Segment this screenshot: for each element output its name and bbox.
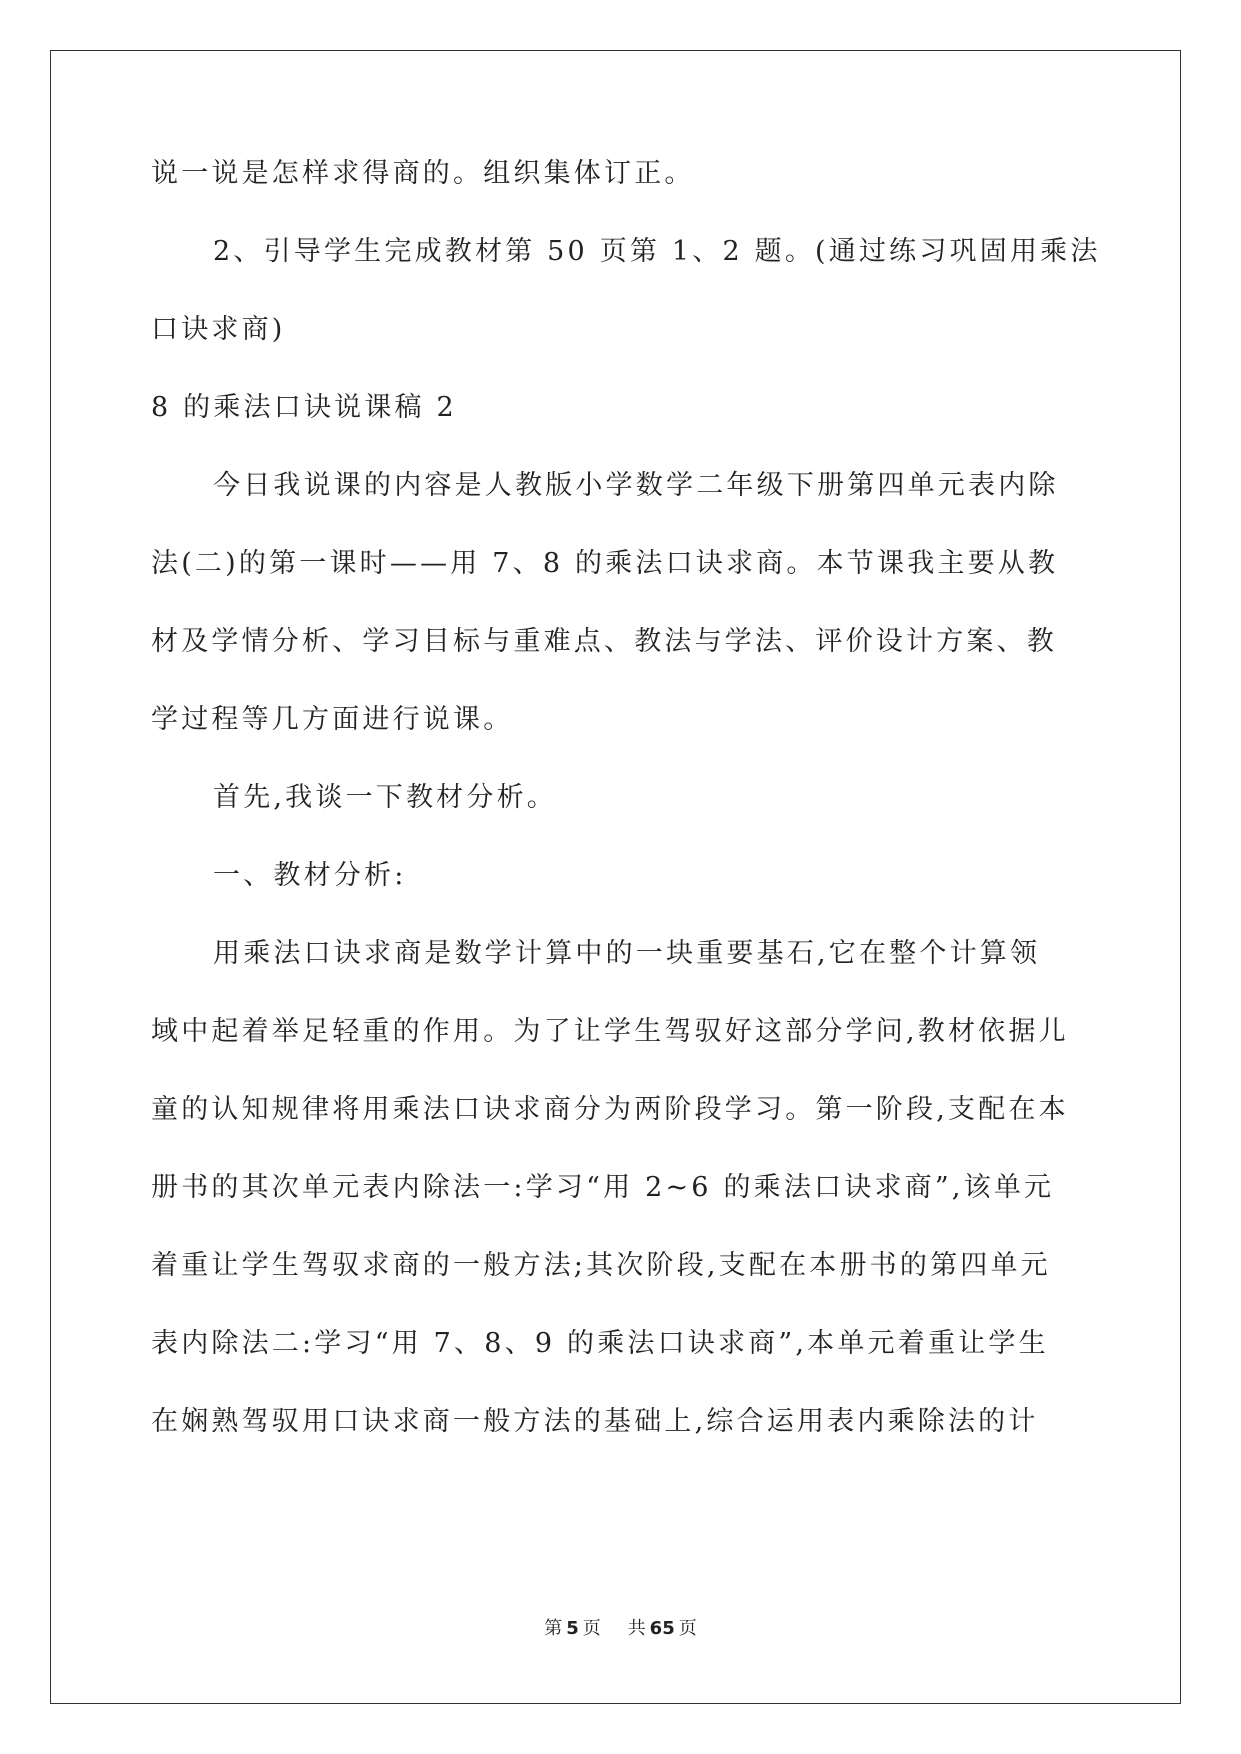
- text-line: 域中起着举足轻重的作用。为了让学生驾驭好这部分学问,教材依据儿: [151, 1016, 1069, 1047]
- text-line: 童的认知规律将用乘法口诀求商分为两阶段学习。第一阶段,支配在本: [151, 1094, 1069, 1125]
- section-heading: 8 的乘法口诀说课稿 2: [151, 392, 457, 423]
- page-footer: [0, 1617, 1241, 1641]
- text-line: 口诀求商): [151, 314, 286, 345]
- text-line: 今日我说课的内容是人教版小学数学二年级下册第四单元表内除: [213, 470, 1059, 501]
- footer-page-suffix: 页: [582, 1618, 601, 1639]
- page-number: 5: [566, 1618, 579, 1639]
- text-line: 首先,我谈一下教材分析。: [213, 782, 557, 813]
- text-line: 着重让学生驾驭求商的一般方法;其次阶段,支配在本册书的第四单元: [151, 1250, 1051, 1281]
- text-line: 说一说是怎样求得商的。组织集体订正。: [151, 158, 695, 189]
- text-line: 用乘法口诀求商是数学计算中的一块重要基石,它在整个计算领: [213, 938, 1041, 969]
- text-line: 册书的其次单元表内除法一:学习“用 2~6 的乘法口诀求商”,该单元: [151, 1172, 1055, 1203]
- text-line: 法(二)的第一课时——用 7、8 的乘法口诀求商。本节课我主要从教: [151, 548, 1059, 579]
- document-body: [151, 155, 1101, 1441]
- total-pages: 65: [649, 1618, 675, 1639]
- text-line: 在娴熟驾驭用口诀求商一般方法的基础上,综合运用表内乘除法的计: [151, 1406, 1039, 1437]
- text-line: 材及学情分析、学习目标与重难点、教法与学法、评价设计方案、教: [151, 626, 1057, 657]
- text-line: 2、引导学生完成教材第 50 页第 1、2 题。(通过练习巩固用乘法: [213, 236, 1101, 267]
- subsection-heading: 一、教材分析:: [213, 860, 407, 891]
- footer-prefix: 第: [544, 1618, 563, 1639]
- text-line: 表内除法二:学习“用 7、8、9 的乘法口诀求商”,本单元着重让学生: [151, 1328, 1049, 1359]
- footer-total-suffix: 页: [678, 1618, 697, 1639]
- text-line: 学过程等几方面进行说课。: [151, 704, 514, 735]
- footer-total-prefix: 共: [627, 1618, 646, 1639]
